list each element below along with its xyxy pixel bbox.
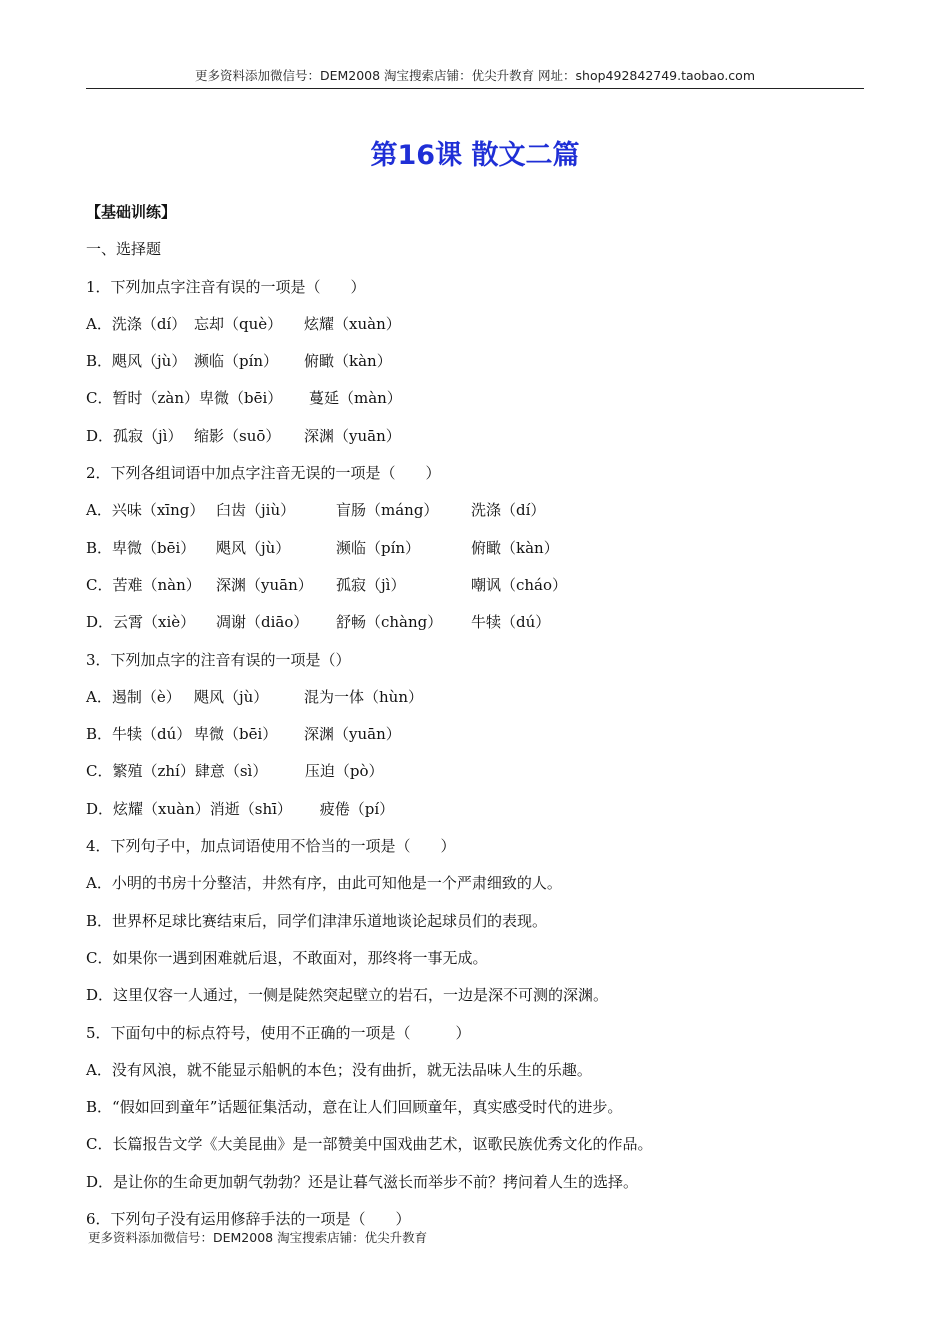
option-line — [86, 567, 876, 604]
option-item: C．暂时（zàn） — [86, 389, 199, 408]
option-item: D．孤寂（jì） — [86, 426, 183, 445]
option-item: 混为一体（hùn） — [304, 687, 423, 706]
question-line: 5．下面句中的标点符号，使用不正确的一项是（ ） — [86, 1023, 471, 1042]
page-title: 第16课 散文二篇 — [370, 140, 580, 171]
option-item: 压迫（pò） — [304, 762, 384, 781]
option-line — [86, 380, 876, 417]
question-line: 4．下列句子中，加点词语使用不恰当的一项是（ ） — [86, 837, 456, 856]
option-item: 舒畅（chàng） — [336, 613, 443, 632]
question-line: A．小明的书房十分整洁，井然有序，由此可知他是一个严肃细致的人。 — [86, 874, 562, 893]
section-heading: 【基础训练】 — [86, 203, 177, 221]
option-item: C．繁殖（zhí） — [86, 762, 195, 781]
option-item: B．飓风（jù） — [86, 352, 187, 371]
option-item: 炫耀（xuàn） — [304, 314, 401, 333]
footer-text: 更多资料添加微信号：DEM2008 淘宝搜索店铺：优尖升教育 — [88, 1230, 428, 1245]
question-line: C．如果你一遇到困难就后退，不敢面对，那终将一事无成。 — [86, 948, 488, 967]
question-line: 3．下列加点字的注音有误的一项是（） — [86, 650, 351, 669]
option-item: 洗涤（dí） — [471, 501, 546, 520]
option-line — [86, 604, 876, 641]
option-item: 缩影（suō） — [194, 426, 281, 445]
option-item: 孤寂（jì） — [336, 575, 406, 594]
option-item: 盲肠（máng） — [336, 501, 439, 520]
option-item: A．遏制（è） — [86, 687, 181, 706]
question-line: C．长篇报告文学《大美昆曲》是一部赞美中国戏曲艺术，讴歌民族优秀文化的作品。 — [86, 1135, 653, 1154]
question-line: D．是让你的生命更加朝气勃勃？还是让暮气滋长而举步不前？拷问着人生的选择。 — [86, 1172, 639, 1191]
option-item: 卑微（bēi） — [194, 725, 278, 744]
option-item: 凋谢（diāo） — [216, 613, 309, 632]
option-item: 牛犊（dú） — [471, 613, 551, 632]
option-item: A．兴味（xīng） — [86, 501, 205, 520]
option-line — [86, 343, 876, 380]
option-item: 疲倦（pí） — [319, 799, 395, 818]
question-line: D．这里仅容一人通过，一侧是陡然突起壁立的岩石，一边是深不可测的深渊。 — [86, 986, 609, 1005]
header-text: 更多资料添加微信号：DEM2008 淘宝搜索店铺：优尖升教育 网址：shop492842749.taobao.com — [194, 68, 756, 83]
option-item: 深渊（yuān） — [304, 426, 401, 445]
question-line: 6．下列句子没有运用修辞手法的一项是（ ） — [86, 1210, 411, 1229]
option-item: 消逝（shī） — [209, 799, 292, 818]
question-line: 2．下列各组词语中加点字注音无误的一项是（ ） — [86, 464, 441, 483]
page-header — [86, 66, 864, 89]
option-item: 飓风（jù） — [216, 538, 291, 557]
option-item: 深渊（yuān） — [216, 575, 313, 594]
option-item: 嘲讽（cháo） — [471, 575, 568, 594]
option-line — [86, 306, 876, 343]
option-line — [86, 418, 876, 455]
question-line: A．没有风浪，就不能显示船帆的本色；没有曲折，就无法品味人生的乐趣。 — [86, 1060, 592, 1079]
option-item: B．卑微（bēi） — [86, 538, 196, 557]
option-item: C．苦难（nàn） — [86, 575, 201, 594]
option-item: A．洗涤（dí） — [86, 314, 187, 333]
option-line — [86, 492, 876, 529]
question-lines — [86, 269, 876, 1239]
option-line — [86, 791, 876, 828]
option-item: 俯瞰（kàn） — [304, 352, 392, 371]
option-line — [86, 530, 876, 567]
subsection-heading: 一、选择题 — [86, 240, 162, 259]
option-item: D．炫耀（xuàn） — [86, 799, 210, 818]
option-item: D．云霄（xiè） — [86, 613, 196, 632]
option-item: 卑微（bēi） — [198, 389, 283, 408]
document-body — [86, 194, 876, 1238]
option-line — [86, 753, 876, 790]
question-line: 1．下列加点字注音有误的一项是（ ） — [86, 277, 366, 296]
option-line — [86, 716, 876, 753]
option-item: 濒临（pín） — [194, 352, 279, 371]
option-item: 忘却（què） — [194, 314, 283, 333]
question-line: B．“假如回到童年”话题征集活动，意在让人们回顾童年，真实感受时代的进步。 — [86, 1098, 623, 1117]
option-line — [86, 679, 876, 716]
option-item: 飓风（jù） — [194, 687, 269, 706]
option-item: 臼齿（jiù） — [216, 501, 296, 520]
option-item: 俯瞰（kàn） — [471, 538, 559, 557]
question-line: B．世界杯足球比赛结束后，同学们津津乐道地谈论起球员们的表现。 — [86, 911, 548, 930]
option-item: B．牛犊（dú） — [86, 725, 192, 744]
option-item: 蔓延（màn） — [308, 389, 402, 408]
option-item: 深渊（yuān） — [304, 725, 401, 744]
page-footer — [88, 1228, 427, 1246]
option-item: 肆意（sì） — [194, 762, 268, 781]
option-item: 濒临（pín） — [336, 538, 421, 557]
